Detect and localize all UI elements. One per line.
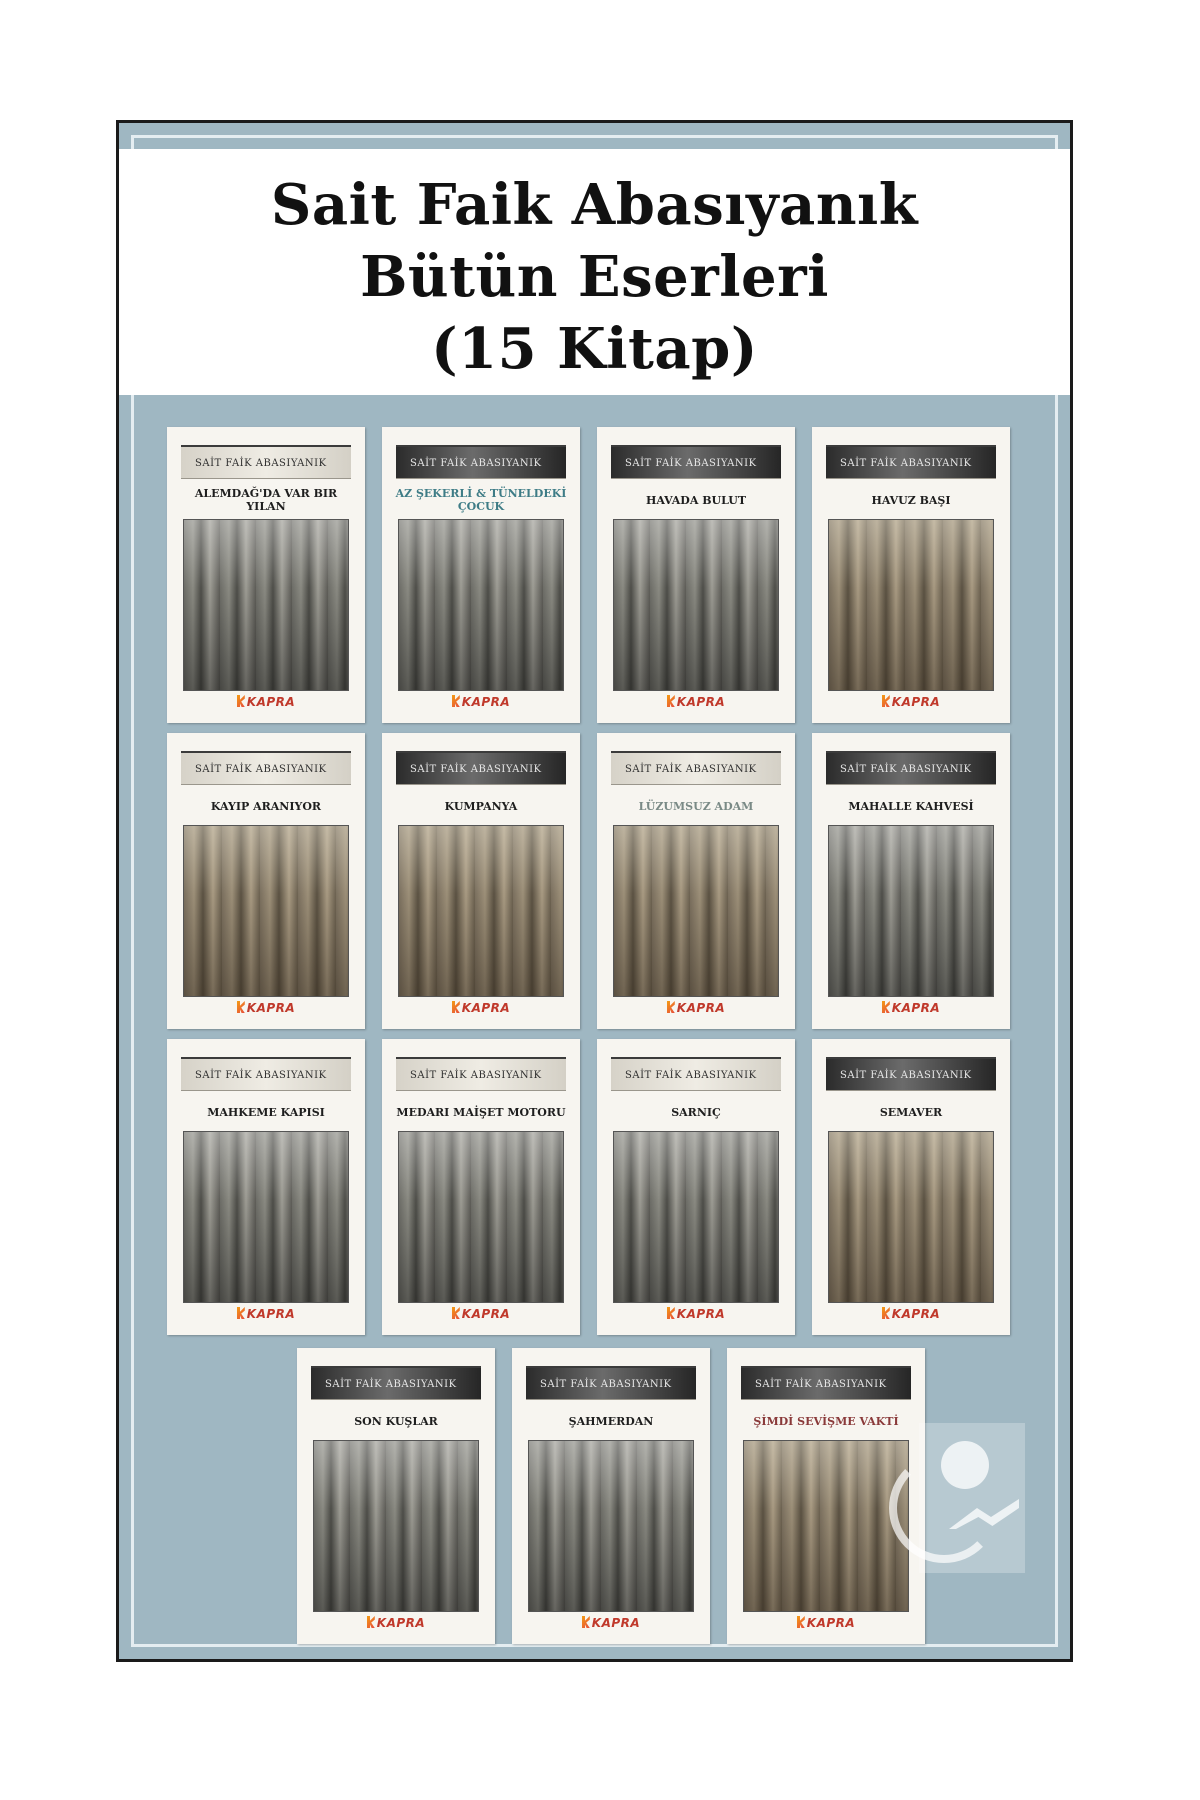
book-title: MEDARI MAİŞET MOTORU xyxy=(396,1105,566,1119)
series-row xyxy=(609,741,783,747)
book-author: SAİT FAİK ABASIYANIK xyxy=(611,445,781,479)
book-photo xyxy=(398,519,564,691)
book-photo xyxy=(828,1131,994,1303)
series-row xyxy=(824,435,998,441)
publisher-logo-icon xyxy=(667,1001,675,1013)
book-photo xyxy=(528,1440,694,1612)
series-row xyxy=(394,741,568,747)
book-cover[interactable] xyxy=(597,427,795,723)
book-photo xyxy=(398,825,564,997)
publisher-logo-icon xyxy=(667,1307,675,1319)
poster-title-box xyxy=(119,149,1070,395)
book-title: ALEMDAĞ'DA VAR BIR YILAN xyxy=(194,487,338,513)
publisher-logo-icon xyxy=(882,1001,890,1013)
watermark-logo-icon xyxy=(919,1423,1025,1573)
book-cover[interactable] xyxy=(167,427,365,723)
book-photo xyxy=(183,519,349,691)
publisher-logo-icon xyxy=(452,1001,460,1013)
publisher-logo-icon xyxy=(882,1307,890,1319)
book-author: SAİT FAİK ABASIYANIK xyxy=(396,1057,566,1091)
book-cover[interactable] xyxy=(812,733,1010,1029)
book-publisher: KAPRA xyxy=(167,1001,365,1019)
book-author: SAİT FAİK ABASIYANIK xyxy=(611,751,781,785)
book-title: MAHKEME KAPISI xyxy=(207,1105,325,1119)
book-cover[interactable] xyxy=(167,1039,365,1335)
book-title: AZ ŞEKERLİ & TÜNELDEKİ ÇOCUK xyxy=(395,487,567,513)
book-photo xyxy=(828,519,994,691)
book-title: HAVADA BULUT xyxy=(645,493,747,507)
book-photo xyxy=(398,1131,564,1303)
publisher-logo-icon xyxy=(667,695,675,707)
series-row xyxy=(524,1356,698,1362)
publisher-logo-icon xyxy=(452,695,460,707)
book-photo xyxy=(613,519,779,691)
book-publisher: KAPRA xyxy=(297,1616,495,1634)
publisher-logo-icon xyxy=(797,1616,805,1628)
series-row xyxy=(824,1047,998,1053)
publisher-logo-icon xyxy=(882,695,890,707)
series-row xyxy=(309,1356,483,1362)
book-photo xyxy=(743,1440,909,1612)
book-photo xyxy=(828,825,994,997)
series-row xyxy=(739,1356,913,1362)
book-publisher: KAPRA xyxy=(382,695,580,713)
book-author: SAİT FAİK ABASIYANIK xyxy=(396,445,566,479)
poster-title-line-1: Sait Faik Abasıyanık xyxy=(270,172,919,238)
book-cover[interactable] xyxy=(597,1039,795,1335)
book-cover[interactable] xyxy=(597,733,795,1029)
book-publisher: KAPRA xyxy=(597,695,795,713)
book-photo xyxy=(183,825,349,997)
book-cover[interactable] xyxy=(382,733,580,1029)
book-title: SON KUŞLAR xyxy=(354,1414,438,1428)
book-title: KUMPANYA xyxy=(444,799,518,813)
publisher-logo-icon xyxy=(237,1001,245,1013)
book-photo xyxy=(183,1131,349,1303)
series-row xyxy=(609,1047,783,1053)
book-title: ŞİMDİ SEVİŞME VAKTİ xyxy=(753,1414,899,1428)
book-publisher: KAPRA xyxy=(597,1001,795,1019)
book-photo xyxy=(613,825,779,997)
series-row xyxy=(179,741,353,747)
series-row xyxy=(394,1047,568,1053)
book-publisher: KAPRA xyxy=(727,1616,925,1634)
book-publisher: KAPRA xyxy=(167,1307,365,1325)
book-cover[interactable] xyxy=(512,1348,710,1644)
book-cover[interactable] xyxy=(297,1348,495,1644)
book-title: ŞAHMERDAN xyxy=(568,1414,654,1428)
book-publisher: KAPRA xyxy=(597,1307,795,1325)
book-publisher: KAPRA xyxy=(382,1307,580,1325)
book-cover[interactable] xyxy=(382,427,580,723)
book-publisher: KAPRA xyxy=(812,1001,1010,1019)
book-title: HAVUZ BAŞI xyxy=(871,493,951,507)
book-author: SAİT FAİK ABASIYANIK xyxy=(181,1057,351,1091)
book-author: SAİT FAİK ABASIYANIK xyxy=(741,1366,911,1400)
publisher-logo-icon xyxy=(237,695,245,707)
book-author: SAİT FAİK ABASIYANIK xyxy=(826,751,996,785)
book-publisher: KAPRA xyxy=(812,695,1010,713)
series-row xyxy=(824,741,998,747)
series-row xyxy=(179,1047,353,1053)
book-cover[interactable] xyxy=(812,427,1010,723)
book-author: SAİT FAİK ABASIYANIK xyxy=(826,1057,996,1091)
book-author: SAİT FAİK ABASIYANIK xyxy=(181,751,351,785)
book-title: SEMAVER xyxy=(879,1105,943,1119)
poster-title-line-2: Bütün Eserleri xyxy=(360,244,829,310)
book-publisher: KAPRA xyxy=(382,1001,580,1019)
series-row xyxy=(179,435,353,441)
series-row xyxy=(394,435,568,441)
series-row xyxy=(609,435,783,441)
watermark-circle xyxy=(941,1441,989,1489)
book-title: LÜZUMSUZ ADAM xyxy=(638,799,754,813)
book-photo xyxy=(613,1131,779,1303)
book-author: SAİT FAİK ABASIYANIK xyxy=(396,751,566,785)
book-cover[interactable] xyxy=(167,733,365,1029)
publisher-logo-icon xyxy=(237,1307,245,1319)
publisher-logo-icon xyxy=(582,1616,590,1628)
book-publisher: KAPRA xyxy=(812,1307,1010,1325)
book-photo xyxy=(313,1440,479,1612)
book-author: SAİT FAİK ABASIYANIK xyxy=(526,1366,696,1400)
poster xyxy=(116,120,1073,1662)
book-title: SARNIÇ xyxy=(671,1105,721,1119)
book-title: KAYIP ARANIYOR xyxy=(210,799,322,813)
book-author: SAİT FAİK ABASIYANIK xyxy=(181,445,351,479)
book-author: SAİT FAİK ABASIYANIK xyxy=(826,445,996,479)
book-author: SAİT FAİK ABASIYANIK xyxy=(311,1366,481,1400)
poster-title-line-3: (15 Kitap) xyxy=(431,316,758,382)
book-title: MAHALLE KAHVESİ xyxy=(848,799,974,813)
book-publisher: KAPRA xyxy=(167,695,365,713)
book-cover[interactable] xyxy=(812,1039,1010,1335)
book-author: SAİT FAİK ABASIYANIK xyxy=(611,1057,781,1091)
publisher-logo-icon xyxy=(367,1616,375,1628)
book-publisher: KAPRA xyxy=(512,1616,710,1634)
publisher-logo-icon xyxy=(452,1307,460,1319)
book-cover[interactable] xyxy=(382,1039,580,1335)
